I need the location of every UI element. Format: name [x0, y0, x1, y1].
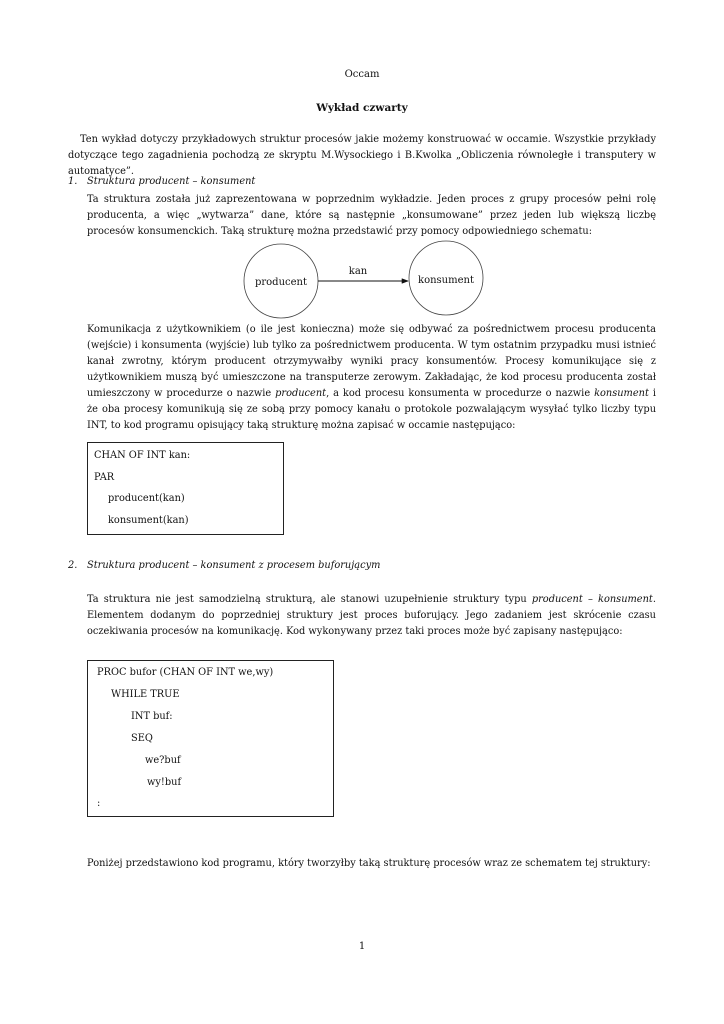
code-line: konsument(kan): [108, 515, 189, 526]
code-line: CHAN OF INT kan:: [94, 450, 191, 461]
para2-em-producent: producent: [275, 388, 327, 399]
section-2-body: [87, 592, 656, 640]
section-2-heading: [68, 560, 380, 571]
page-number: 1: [358, 941, 366, 952]
producer-consumer-diagram: [240, 236, 502, 326]
para2-text-1: Komunikacja z użytkownikiem (o ile jest konieczna) może się odbywać za pośrednictwem procesu producenta (wejście) i konsumenta (wyjście) lub tylko za pośrednictwem producenta. W tym ostatnim przypadku musi istnieć kanał zwrotny, którym producent otrzymywałby wyniki pracy konsumentów. Procesy komunikujące się z użytkownikiem muszą być umieszczone na transputerze zerowym. Zakładając, że kod procesu producenta został umieszczony w procedurze o nazwie: [87, 324, 656, 399]
code-block-1: [87, 442, 284, 535]
lecture-title: Wykład czwarty: [316, 102, 408, 114]
code-line: producent(kan): [108, 493, 185, 504]
header-title: Occam: [344, 69, 380, 80]
section-2-number: 2.: [68, 560, 78, 571]
para2-text-2: , a kod procesu konsumenta w procedurze o nazwie: [326, 388, 591, 399]
code-line: PAR: [94, 472, 115, 483]
section-1-number: 1.: [68, 176, 78, 187]
section-1-heading: [68, 176, 255, 187]
para2-em-konsument: konsument: [594, 388, 649, 399]
para2-text-3: i że oba procesy komunikują się ze sobą przy pomocy kanału o protokole pozwalającym wysyłać tylko liczby typu INT, to kod programu opisujący taką strukturę można zapisać w occamie następująco:: [87, 388, 656, 431]
code-line: PROC bufor (CHAN OF INT we,wy): [97, 667, 274, 678]
section-2-title: Struktura producent – konsument z procesem buforującym: [87, 560, 381, 571]
code-block-2: [87, 660, 334, 817]
code-line: we?buf: [145, 755, 181, 766]
sec2-em-producent-konsument: producent – konsument: [531, 594, 653, 605]
intro-paragraph: Ten wykład dotyczy przykładowych struktur procesów jakie możemy konstruować w occamie. Wszystkie przykłady dotyczące tego zagadnienia pochodzą ze skryptu M.Wysockiego i B.Kwolka „Obliczenia równoległe i transputery w automatyce”.: [68, 134, 656, 177]
closing-paragraph: Poniżej przedstawiono kod programu, który tworzyłby taką strukturę procesów wraz ze schematem tej struktury:: [87, 858, 651, 869]
code-line: INT buf:: [131, 711, 173, 722]
section-1-communication-paragraph: [87, 322, 656, 434]
code-line: WHILE TRUE: [111, 689, 180, 700]
code-line: :: [97, 798, 101, 809]
producent-label: producent: [254, 277, 308, 288]
konsument-label: konsument: [418, 275, 474, 286]
code-line: wy!buf: [147, 777, 182, 788]
section-1-body: Ta struktura została już zaprezentowana w poprzednim wykładzie. Jeden proces z grupy procesów pełni rolę producenta, a więc „wytwarza” dane, które są następnie „konsumowane” przez jeden lub większą liczbę procesów konsumenckich. Taką strukturę można przedstawić przy pomocy odpowiedniego schematu:: [87, 194, 656, 237]
code-line: SEQ: [131, 733, 153, 744]
channel-label: kan: [348, 266, 368, 277]
sec2-text-2: . Elementem dodanym do poprzedniej struktury jest proces buforujący. Jego zadaniem jest skrócenie czasu oczekiwania procesów na komunikację. Kod wykonywany przez taki proces może być zapisany następująco:: [87, 594, 656, 637]
section-1-title: Struktura producent – konsument: [87, 176, 256, 187]
sec2-text-1: Ta struktura nie jest samodzielną strukturą, ale stanowi uzupełnienie struktury typu: [87, 594, 527, 605]
